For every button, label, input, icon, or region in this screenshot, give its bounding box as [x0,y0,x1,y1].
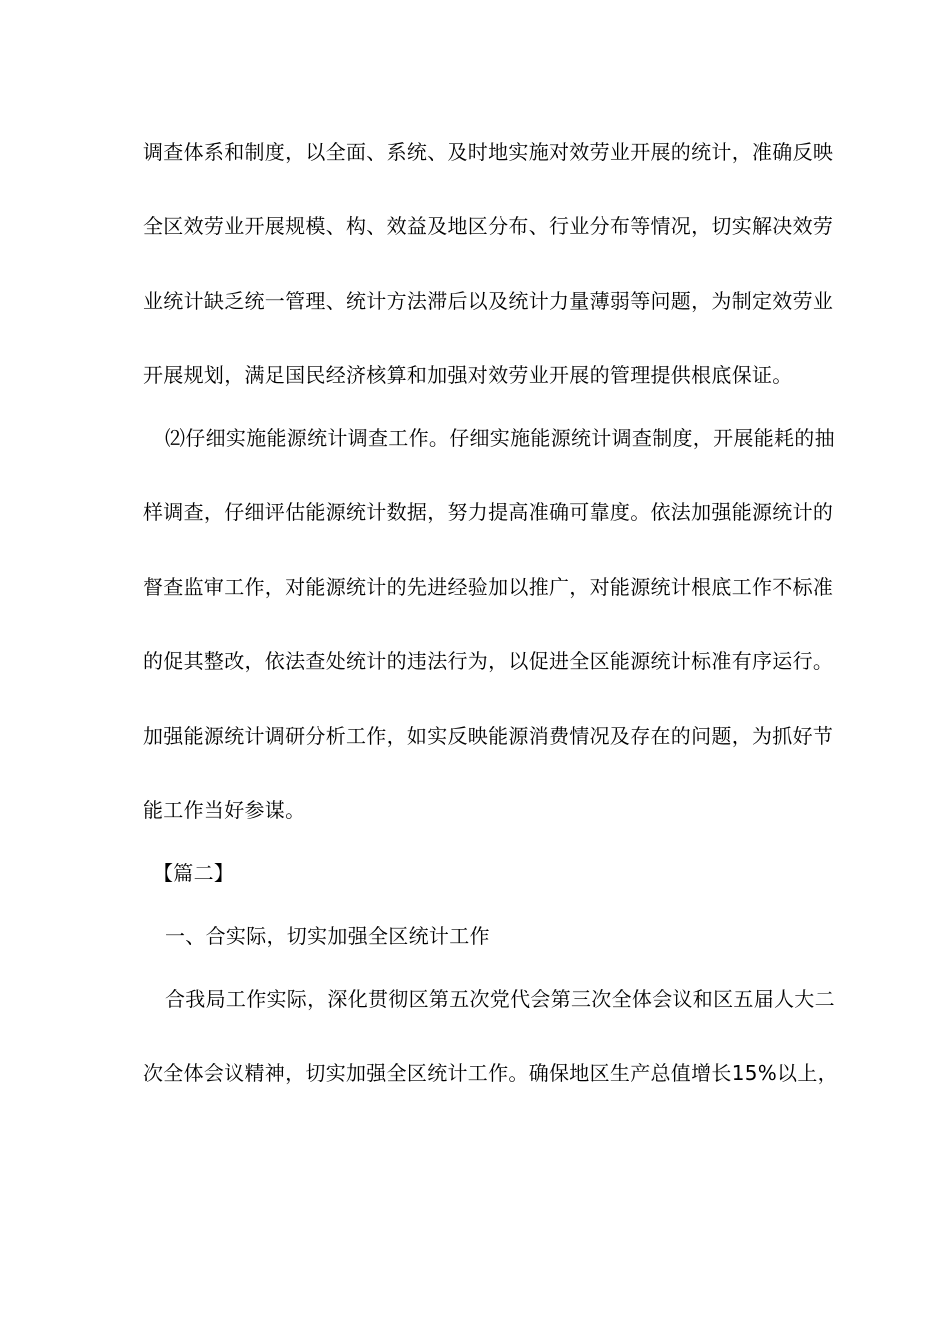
paragraph-line: 业统计缺乏统一管理、统计方法滞后以及统计力量薄弱等问题，为制定效劳业 [143,289,834,313]
paragraph-line: 的促其整改，依法查处统计的违法行为，以促进全区能源统计标准有序运行。 [143,649,834,673]
paragraph-line: 调查体系和制度，以全面、系统、及时地实施对效劳业开展的统计，准确反映 [143,140,834,164]
section-subheading: 一、合实际，切实加强全区统计工作 [165,924,490,948]
paragraph-line: 合我局工作实际，深化贯彻区第五次党代会第三次全体会议和区五届人大二 [165,987,835,1011]
paragraph-line: 样调查，仔细评估能源统计数据，努力提高准确可靠度。依法加强能源统计的 [143,500,834,524]
paragraph-line: 全区效劳业开展规模、构、效益及地区分布、行业分布等情况，切实解决效劳 [143,214,834,238]
paragraph-line: 能工作当好参谋。 [143,798,306,822]
paragraph-line: ⑵仔细实施能源统计调查工作。仔细实施能源统计调查制度，开展能耗的抽 [165,426,835,450]
paragraph-line: 加强能源统计调研分析工作，如实反映能源消费情况及存在的问题，为抓好节 [143,724,834,748]
paragraph-line: 开展规划，满足国民经济核算和加强对效劳业开展的管理提供根底保证。 [143,363,793,387]
section-heading: 【篇二】 [153,861,235,885]
paragraph-line: 督查监审工作，对能源统计的先进经验加以推广，对能源统计根底工作不标准 [143,575,834,599]
paragraph-line: 次全体会议精神，切实加强全区统计工作。确保地区生产总值增长15%以上， [143,1061,838,1085]
